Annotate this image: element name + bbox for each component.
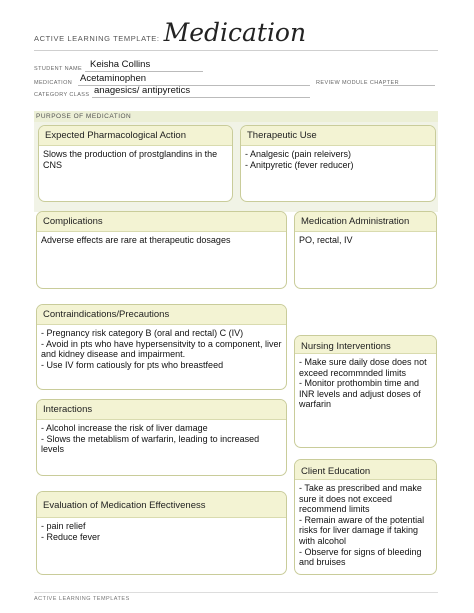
contraindications-box	[36, 304, 287, 390]
header-divider	[34, 50, 438, 51]
page-title: Medication	[163, 18, 307, 47]
interactions-title: Interactions	[37, 400, 286, 420]
medication-value: Acetaminophen	[80, 73, 147, 84]
category-class-value: anagesics/ antipyretics	[94, 85, 191, 96]
evaluation-box	[36, 491, 287, 575]
footer-divider	[34, 592, 438, 593]
interactions-box	[36, 399, 287, 476]
template-label: ACTIVE LEARNING TEMPLATE:	[34, 34, 160, 43]
therapeutic-use-box	[240, 125, 436, 202]
student-name-value: Keisha Collins	[90, 59, 151, 70]
evaluation-text[interactable]: - pain relief - Reduce fever	[41, 521, 101, 542]
administration-text[interactable]: PO, rectal, IV	[299, 235, 353, 245]
evaluation-title: Evaluation of Medication Effectiveness	[37, 492, 286, 518]
template-header	[34, 18, 306, 47]
expected-action-title: Expected Pharmacological Action	[39, 126, 232, 146]
category-class-label: CATEGORY CLASS	[34, 92, 90, 98]
purpose-band	[34, 111, 438, 122]
client-education-text[interactable]: - Take as prescribed and make sure it does not exceed recommend limits - Remain aware of the potential risks for liver damage if taking with alcohol - Observe for signs of bleeding and bruises	[299, 483, 425, 568]
review-module-label: REVIEW MODULE CHAPTER	[316, 80, 399, 86]
expected-action-text[interactable]: Slows the production of prostglandins in the CNS	[43, 149, 218, 170]
nursing-interventions-title: Nursing Interventions	[295, 336, 436, 354]
review-module-field[interactable]	[383, 75, 435, 86]
complications-box	[36, 211, 287, 289]
client-education-title: Client Education	[295, 460, 436, 480]
therapeutic-use-text[interactable]: - Analgesic (pain releivers) - Anitpyretic (fever reducer)	[245, 149, 354, 170]
nursing-interventions-text[interactable]: - Make sure daily dose does not exceed recommnded limits - Monitor prothombin time and INR levels and adjust doses of warfarin	[299, 357, 427, 410]
footer-text: ACTIVE LEARNING TEMPLATES	[34, 596, 130, 602]
contraindications-title: Contraindications/Precautions	[37, 305, 286, 325]
student-name-label: STUDENT NAME	[34, 66, 83, 72]
medication-label: MEDICATION	[34, 80, 73, 86]
complications-title: Complications	[37, 212, 286, 232]
interactions-text[interactable]: - Alcohol increase the risk of liver damage - Slows the metablism of warfarin, leading to increased levels	[41, 423, 260, 455]
contraindications-text[interactable]: - Pregnancy risk category B (oral and rectal) C (IV) - Avoid in pts who have hypersensitvity to a component, liver and kidney disease and impairment. - Use IV form catiously for pts who breastfeed	[41, 328, 282, 370]
administration-box	[294, 211, 437, 289]
nursing-interventions-box	[294, 335, 437, 448]
complications-text[interactable]: Adverse effects are rare at therapeutic dosages	[41, 235, 231, 245]
expected-action-box	[38, 125, 233, 202]
purpose-label: PURPOSE OF MEDICATION	[36, 113, 132, 120]
therapeutic-use-title: Therapeutic Use	[241, 126, 435, 146]
client-education-box	[294, 459, 437, 575]
administration-title: Medication Administration	[295, 212, 436, 232]
